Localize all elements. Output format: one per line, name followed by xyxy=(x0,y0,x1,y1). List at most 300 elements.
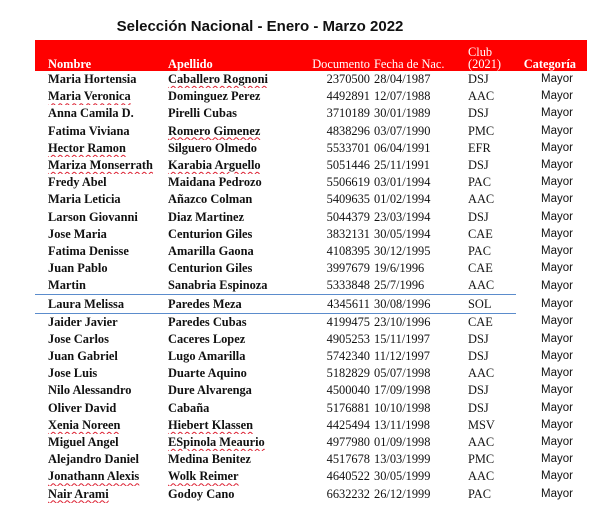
cell-documento[interactable] xyxy=(298,486,373,503)
cell-documento-text: 5409635 xyxy=(326,192,370,207)
cell-documento[interactable] xyxy=(298,348,373,365)
cell-fecha[interactable] xyxy=(373,226,457,243)
table-row[interactable] xyxy=(35,123,587,140)
cell-club-text: PMC xyxy=(468,123,495,138)
cell-club[interactable] xyxy=(457,382,516,399)
cell-nombre[interactable] xyxy=(35,468,166,485)
cell-club[interactable] xyxy=(457,331,516,348)
cell-nombre-text: Jonathann Alexis xyxy=(48,469,140,484)
cell-club-text: CAE xyxy=(468,314,493,329)
cell-categoria-text: Mayor xyxy=(541,436,573,449)
cell-nombre[interactable] xyxy=(35,226,166,243)
cell-apellido-text: Amarilla Gaona xyxy=(168,243,254,258)
cell-documento-text: 4425494 xyxy=(326,417,370,432)
cell-categoria-text: Mayor xyxy=(541,73,573,86)
cell-club-text: AAC xyxy=(468,435,495,450)
cell-apellido[interactable] xyxy=(166,191,298,208)
cell-nombre[interactable] xyxy=(35,365,166,382)
cell-club-text: DSJ xyxy=(468,383,489,398)
cell-documento[interactable] xyxy=(298,365,373,382)
cell-nombre[interactable] xyxy=(35,451,166,468)
cell-fecha[interactable] xyxy=(373,434,457,451)
cell-nombre[interactable] xyxy=(35,174,166,191)
cell-fecha-text: 01/09/1998 xyxy=(374,435,431,450)
cell-categoria-text: Mayor xyxy=(541,384,573,397)
cell-documento-text: 5051446 xyxy=(326,158,370,173)
cell-documento-text: 4345611 xyxy=(327,296,370,311)
cell-categoria-text: Mayor xyxy=(541,487,573,500)
cell-club[interactable] xyxy=(457,209,516,226)
cell-fecha-text: 01/02/1994 xyxy=(374,192,431,207)
cell-apellido-text: Sanabria Espinoza xyxy=(168,278,268,293)
cell-nombre-text: Juan Pablo xyxy=(48,261,108,276)
cell-categoria-text: Mayor xyxy=(541,176,573,189)
cell-fecha-text: 25/7/1996 xyxy=(374,278,425,293)
cell-club-text: EFR xyxy=(468,140,491,155)
cell-nombre-text: Jose Maria xyxy=(48,226,107,241)
cell-apellido[interactable] xyxy=(166,400,298,417)
cell-documento[interactable] xyxy=(298,382,373,399)
cell-categoria-text: Mayor xyxy=(541,418,573,431)
cell-apellido-text: Duarte Aquino xyxy=(168,366,247,381)
cell-documento[interactable] xyxy=(298,123,373,140)
cell-nombre-text: Fatima Viviana xyxy=(48,123,130,138)
cell-apellido-text: Cabaña xyxy=(168,400,210,415)
cell-apellido[interactable] xyxy=(166,468,298,485)
cell-apellido[interactable] xyxy=(166,417,298,434)
cell-categoria-text: Mayor xyxy=(541,227,573,240)
cell-fecha[interactable] xyxy=(373,105,457,122)
cell-fecha[interactable] xyxy=(373,277,457,295)
cell-apellido[interactable] xyxy=(166,209,298,226)
table-row[interactable] xyxy=(35,88,587,105)
table-row[interactable] xyxy=(35,140,587,157)
cell-categoria-text: Mayor xyxy=(541,401,573,414)
cell-documento-text: 5506619 xyxy=(326,175,370,190)
cell-fecha[interactable] xyxy=(373,417,457,434)
cell-documento[interactable] xyxy=(298,140,373,157)
cell-apellido-text: Pirelli Cubas xyxy=(168,106,237,121)
cell-apellido[interactable] xyxy=(166,71,298,88)
table-row[interactable] xyxy=(35,434,587,451)
cell-nombre[interactable] xyxy=(35,209,166,226)
cell-categoria-text: Mayor xyxy=(541,367,573,380)
cell-nombre[interactable] xyxy=(35,157,166,174)
cell-nombre[interactable] xyxy=(35,140,166,157)
cell-nombre[interactable] xyxy=(35,295,166,313)
table-row[interactable] xyxy=(35,209,587,226)
header-club-line1: Club xyxy=(468,45,493,59)
cell-club-text: DSJ xyxy=(468,331,489,346)
cell-fecha-text: 30/05/1994 xyxy=(374,226,431,241)
cell-fecha-text: 10/10/1998 xyxy=(374,400,431,415)
cell-club[interactable] xyxy=(457,434,516,451)
cell-documento[interactable] xyxy=(298,157,373,174)
header-fecha[interactable]: Fecha de Nac. xyxy=(374,57,445,71)
roster-table xyxy=(35,40,587,503)
cell-club[interactable] xyxy=(457,140,516,157)
cell-apellido-text: Silguero Olmedo xyxy=(168,140,257,155)
table-row[interactable] xyxy=(35,451,587,468)
cell-apellido[interactable] xyxy=(166,157,298,174)
cell-fecha[interactable] xyxy=(373,209,457,226)
cell-categoria[interactable] xyxy=(516,105,587,122)
cell-fecha-text: 05/07/1998 xyxy=(374,366,431,381)
cell-fecha-text: 13/03/1999 xyxy=(374,452,431,467)
cell-fecha[interactable] xyxy=(373,140,457,157)
cell-documento[interactable] xyxy=(298,468,373,485)
cell-categoria[interactable] xyxy=(516,486,587,503)
cell-nombre[interactable] xyxy=(35,331,166,348)
cell-apellido-text: Dure Alvarenga xyxy=(168,383,252,398)
cell-categoria-text: Mayor xyxy=(541,193,573,206)
cell-categoria[interactable] xyxy=(516,260,587,277)
table-row[interactable] xyxy=(35,260,587,277)
cell-fecha[interactable] xyxy=(373,260,457,277)
table-row[interactable] xyxy=(35,243,587,260)
table-row[interactable] xyxy=(35,331,587,348)
cell-club[interactable] xyxy=(457,400,516,417)
cell-fecha-text: 23/10/1996 xyxy=(374,314,431,329)
cell-apellido[interactable] xyxy=(166,382,298,399)
cell-categoria[interactable] xyxy=(516,434,587,451)
cell-club[interactable] xyxy=(457,71,516,88)
header-apellido[interactable]: Apellido xyxy=(168,57,213,71)
cell-club[interactable] xyxy=(457,295,516,313)
cell-fecha[interactable] xyxy=(373,331,457,348)
table-row[interactable] xyxy=(35,417,587,434)
cell-documento-text: 4640522 xyxy=(326,469,370,484)
cell-categoria-text: Mayor xyxy=(541,350,573,363)
cell-categoria-text: Mayor xyxy=(541,262,573,275)
cell-nombre[interactable] xyxy=(35,400,166,417)
table-row[interactable] xyxy=(35,174,587,191)
cell-nombre[interactable] xyxy=(35,434,166,451)
cell-apellido-text: Caballero Rognoni xyxy=(168,72,268,87)
cell-nombre[interactable] xyxy=(35,123,166,140)
cell-club-text: SOL xyxy=(468,296,492,311)
cell-documento[interactable] xyxy=(298,71,373,88)
table-row[interactable] xyxy=(35,400,587,417)
cell-documento[interactable] xyxy=(298,191,373,208)
cell-apellido[interactable] xyxy=(166,243,298,260)
cell-club[interactable] xyxy=(457,88,516,105)
cell-club-text: CAE xyxy=(468,226,493,241)
cell-categoria[interactable] xyxy=(516,174,587,191)
cell-fecha-text: 26/12/1999 xyxy=(374,486,431,501)
cell-nombre-text: Mariza Monserrath xyxy=(48,158,153,173)
cell-documento-text: 5742340 xyxy=(326,349,370,364)
header-documento[interactable]: Documento xyxy=(312,57,370,71)
cell-apellido[interactable] xyxy=(166,123,298,140)
cell-categoria-text: Mayor xyxy=(541,315,573,328)
cell-categoria[interactable] xyxy=(516,157,587,174)
cell-documento-text: 4838296 xyxy=(326,123,370,138)
cell-apellido-text: Wolk Reimer xyxy=(168,469,239,484)
cell-apellido[interactable] xyxy=(166,88,298,105)
cell-documento[interactable] xyxy=(298,260,373,277)
cell-categoria[interactable] xyxy=(516,88,587,105)
cell-club[interactable] xyxy=(457,105,516,122)
header-club[interactable] xyxy=(457,40,516,71)
cell-nombre-text: Miguel Angel xyxy=(48,435,119,450)
cell-documento-text: 5176881 xyxy=(326,400,370,415)
cell-nombre[interactable] xyxy=(35,313,166,331)
header-club-line2: (2021) xyxy=(468,57,502,71)
cell-apellido-text: Hiebert Klassen xyxy=(168,417,254,432)
cell-fecha-text: 25/11/1991 xyxy=(374,158,430,173)
cell-documento-text: 4517678 xyxy=(326,452,370,467)
cell-club[interactable] xyxy=(457,451,516,468)
cell-apellido-text: Godoy Cano xyxy=(168,486,235,501)
cell-club[interactable] xyxy=(457,417,516,434)
cell-categoria[interactable] xyxy=(516,191,587,208)
cell-fecha[interactable] xyxy=(373,71,457,88)
cell-club[interactable] xyxy=(457,277,516,295)
cell-fecha-text: 30/05/1999 xyxy=(374,469,431,484)
cell-documento-text: 4199475 xyxy=(326,314,370,329)
cell-fecha[interactable] xyxy=(373,468,457,485)
cell-nombre-text: Nilo Alessandro xyxy=(48,383,132,398)
cell-apellido-text: ESpinola Meaurio xyxy=(168,435,265,450)
cell-documento[interactable] xyxy=(298,295,373,313)
cell-categoria[interactable] xyxy=(516,209,587,226)
cell-fecha-text: 19/6/1996 xyxy=(374,261,425,276)
cell-categoria-text: Mayor xyxy=(541,107,573,120)
cell-nombre[interactable] xyxy=(35,382,166,399)
cell-documento[interactable] xyxy=(298,434,373,451)
cell-club[interactable] xyxy=(457,243,516,260)
cell-apellido-text: Paredes Cubas xyxy=(168,314,247,329)
cell-categoria[interactable] xyxy=(516,417,587,434)
table-row[interactable] xyxy=(35,365,587,382)
table-row[interactable] xyxy=(35,468,587,485)
cell-apellido[interactable] xyxy=(166,331,298,348)
cell-categoria[interactable] xyxy=(516,243,587,260)
cell-fecha[interactable] xyxy=(373,348,457,365)
cell-categoria[interactable] xyxy=(516,451,587,468)
cell-fecha-text: 13/11/1998 xyxy=(374,417,430,432)
cell-categoria[interactable] xyxy=(516,400,587,417)
cell-apellido-text: Diaz Martinez xyxy=(168,209,245,224)
cell-club[interactable] xyxy=(457,365,516,382)
cell-categoria[interactable] xyxy=(516,71,587,88)
cell-apellido-text: Centurion Giles xyxy=(168,261,253,276)
cell-club[interactable] xyxy=(457,313,516,331)
cell-categoria[interactable] xyxy=(516,468,587,485)
cell-club-text: DSJ xyxy=(468,349,489,364)
table-row[interactable] xyxy=(35,348,587,365)
cell-nombre[interactable] xyxy=(35,260,166,277)
cell-nombre[interactable] xyxy=(35,417,166,434)
table-row[interactable] xyxy=(35,486,587,503)
cell-club[interactable] xyxy=(457,191,516,208)
cell-apellido[interactable] xyxy=(166,260,298,277)
cell-nombre[interactable] xyxy=(35,348,166,365)
cell-nombre-text: Martin xyxy=(48,278,86,293)
cell-fecha-text: 11/12/1997 xyxy=(374,349,430,364)
cell-club[interactable] xyxy=(457,123,516,140)
cell-apellido-text: Paredes Meza xyxy=(168,296,242,311)
cell-categoria-text: Mayor xyxy=(541,210,573,223)
cell-club-text: PAC xyxy=(468,175,491,190)
cell-fecha-text: 17/09/1998 xyxy=(374,383,431,398)
cell-apellido[interactable] xyxy=(166,451,298,468)
cell-club[interactable] xyxy=(457,348,516,365)
cell-club[interactable] xyxy=(457,174,516,191)
cell-nombre-text: Oliver David xyxy=(48,400,117,415)
cell-documento-text: 5533701 xyxy=(326,140,370,155)
cell-categoria-text: Mayor xyxy=(541,470,573,483)
cell-categoria[interactable] xyxy=(516,123,587,140)
header-nombre[interactable]: Nombre xyxy=(48,57,92,71)
table-row[interactable] xyxy=(35,226,587,243)
cell-fecha[interactable] xyxy=(373,486,457,503)
cell-documento-text: 3710189 xyxy=(326,106,370,121)
cell-fecha[interactable] xyxy=(373,88,457,105)
cell-fecha[interactable] xyxy=(373,365,457,382)
cell-nombre-text: Laura Melissa xyxy=(48,296,125,311)
cell-nombre[interactable] xyxy=(35,277,166,295)
cell-club-text: DSJ xyxy=(468,209,489,224)
cell-categoria-text: Mayor xyxy=(541,90,573,103)
cell-fecha-text: 06/04/1991 xyxy=(374,140,431,155)
cell-documento-text: 4905253 xyxy=(326,331,370,346)
cell-categoria[interactable] xyxy=(516,277,587,295)
cell-documento-text: 3997679 xyxy=(326,261,370,276)
cell-club-text: DSJ xyxy=(468,158,489,173)
cell-categoria[interactable] xyxy=(516,365,587,382)
cell-categoria[interactable] xyxy=(516,295,587,313)
cell-apellido[interactable] xyxy=(166,226,298,243)
cell-club[interactable] xyxy=(457,226,516,243)
cell-fecha-text: 03/01/1994 xyxy=(374,175,431,190)
cell-apellido[interactable] xyxy=(166,140,298,157)
cell-apellido[interactable] xyxy=(166,313,298,331)
cell-apellido[interactable] xyxy=(166,105,298,122)
cell-categoria[interactable] xyxy=(516,382,587,399)
cell-club-text: PAC xyxy=(468,486,491,501)
cell-documento-text: 5182829 xyxy=(326,366,370,381)
cell-fecha-text: 30/08/1996 xyxy=(374,296,431,311)
cell-apellido-text: Romero Gimenez xyxy=(168,123,261,138)
cell-nombre[interactable] xyxy=(35,105,166,122)
cell-apellido[interactable] xyxy=(166,434,298,451)
table-row[interactable] xyxy=(35,191,587,208)
cell-apellido-text: Karabia Arguello xyxy=(168,158,261,173)
cell-documento[interactable] xyxy=(298,417,373,434)
cell-nombre-text: Larson Giovanni xyxy=(48,209,138,224)
cell-documento[interactable] xyxy=(298,451,373,468)
cell-documento[interactable] xyxy=(298,313,373,331)
cell-apellido[interactable] xyxy=(166,295,298,313)
cell-nombre[interactable] xyxy=(35,191,166,208)
cell-documento[interactable] xyxy=(298,331,373,348)
cell-apellido[interactable] xyxy=(166,486,298,503)
cell-documento[interactable] xyxy=(298,400,373,417)
cell-nombre-text: Jose Luis xyxy=(48,366,98,381)
cell-club-text: DSJ xyxy=(468,400,489,415)
cell-fecha[interactable] xyxy=(373,295,457,313)
cell-club-text: DSJ xyxy=(468,106,489,121)
cell-apellido[interactable] xyxy=(166,174,298,191)
cell-documento[interactable] xyxy=(298,174,373,191)
cell-documento[interactable] xyxy=(298,277,373,295)
table-row[interactable] xyxy=(35,295,587,313)
cell-club-text: AAC xyxy=(468,366,495,381)
cell-nombre[interactable] xyxy=(35,88,166,105)
cell-nombre[interactable] xyxy=(35,71,166,88)
cell-categoria[interactable] xyxy=(516,226,587,243)
cell-documento[interactable] xyxy=(298,88,373,105)
cell-nombre-text: Xenia Noreen xyxy=(48,417,121,432)
cell-nombre[interactable] xyxy=(35,486,166,503)
cell-documento[interactable] xyxy=(298,243,373,260)
cell-nombre-text: Maria Leticia xyxy=(48,192,121,207)
cell-fecha[interactable] xyxy=(373,174,457,191)
cell-fecha-text: 15/11/1997 xyxy=(374,331,430,346)
cell-fecha-text: 30/01/1989 xyxy=(374,106,431,121)
table-row[interactable] xyxy=(35,382,587,399)
cell-apellido[interactable] xyxy=(166,365,298,382)
cell-fecha[interactable] xyxy=(373,313,457,331)
cell-nombre-text: Anna Camila D. xyxy=(48,106,134,121)
cell-fecha[interactable] xyxy=(373,243,457,260)
cell-nombre-text: Nair Arami xyxy=(48,486,109,501)
cell-apellido[interactable] xyxy=(166,348,298,365)
cell-documento-text: 4977980 xyxy=(326,435,370,450)
cell-club[interactable] xyxy=(457,260,516,277)
cell-categoria[interactable] xyxy=(516,331,587,348)
cell-club-text: AAC xyxy=(468,192,495,207)
table-row[interactable] xyxy=(35,105,587,122)
cell-nombre-text: Alejandro Daniel xyxy=(48,452,139,467)
header-categoria[interactable]: Categoría xyxy=(523,57,576,71)
cell-nombre[interactable] xyxy=(35,243,166,260)
cell-fecha-text: 28/04/1987 xyxy=(374,72,431,87)
cell-categoria-text: Mayor xyxy=(541,244,573,257)
cell-documento[interactable] xyxy=(298,209,373,226)
cell-nombre-text: Jose Carlos xyxy=(48,331,109,346)
table-row[interactable] xyxy=(35,157,587,174)
cell-fecha[interactable] xyxy=(373,191,457,208)
cell-documento[interactable] xyxy=(298,105,373,122)
cell-fecha[interactable] xyxy=(373,123,457,140)
cell-club-text: MSV xyxy=(468,417,495,432)
cell-club[interactable] xyxy=(457,468,516,485)
cell-club[interactable] xyxy=(457,486,516,503)
cell-apellido-text: Medina Benitez xyxy=(168,452,251,467)
cell-nombre-text: Hector Ramon xyxy=(48,140,126,155)
cell-fecha[interactable] xyxy=(373,157,457,174)
cell-documento[interactable] xyxy=(298,226,373,243)
table-row[interactable] xyxy=(35,71,587,88)
table-row[interactable] xyxy=(35,313,587,331)
cell-documento-text: 4108395 xyxy=(326,243,370,258)
cell-apellido[interactable] xyxy=(166,277,298,295)
cell-club-text: CAE xyxy=(468,261,493,276)
cell-fecha[interactable] xyxy=(373,451,457,468)
cell-categoria[interactable] xyxy=(516,348,587,365)
cell-apellido-text: Lugo Amarilla xyxy=(168,349,246,364)
cell-categoria-text: Mayor xyxy=(541,297,573,310)
cell-club[interactable] xyxy=(457,157,516,174)
cell-fecha[interactable] xyxy=(373,382,457,399)
cell-fecha[interactable] xyxy=(373,400,457,417)
table-row[interactable] xyxy=(35,277,587,295)
cell-categoria[interactable] xyxy=(516,140,587,157)
cell-categoria[interactable] xyxy=(516,313,587,331)
